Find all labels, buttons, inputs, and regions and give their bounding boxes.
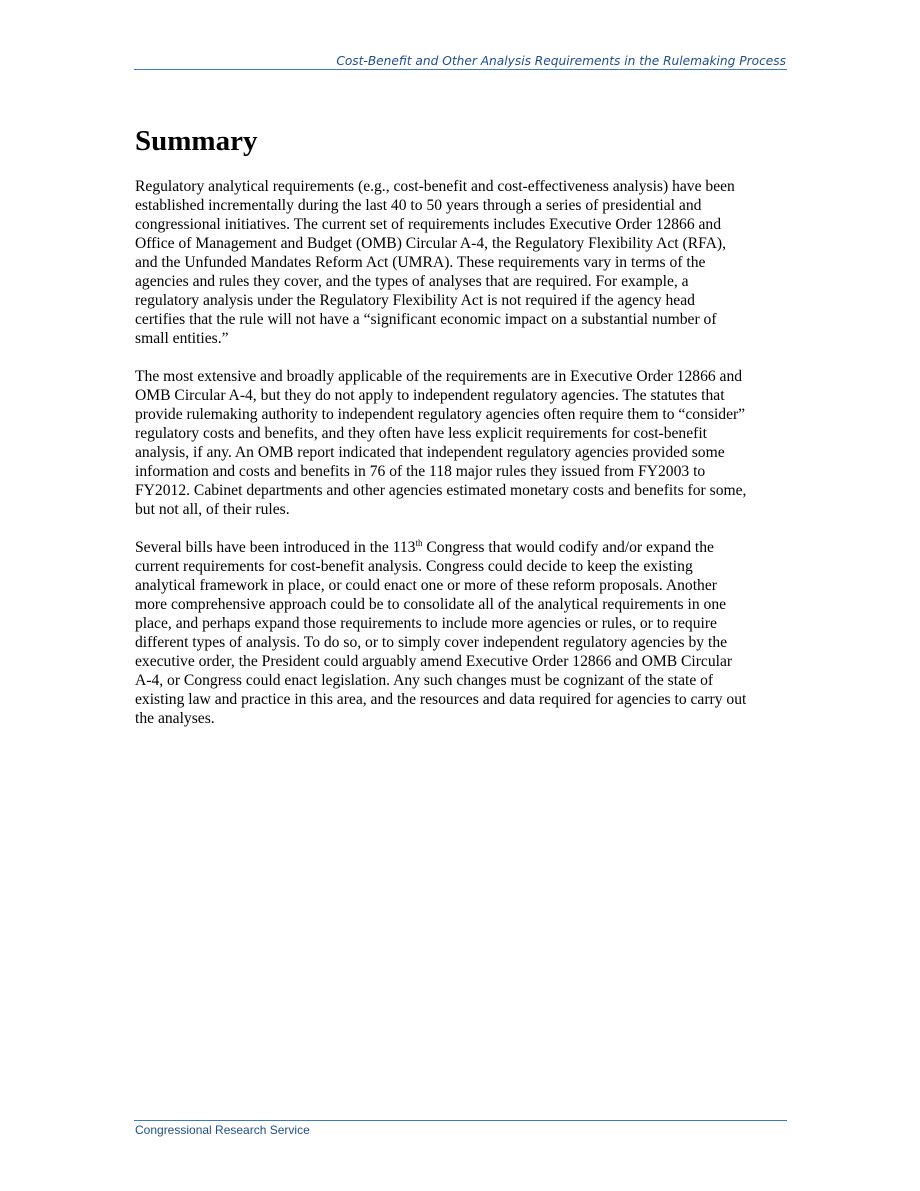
paragraph [135,538,787,728]
text-line: executive order, the President could arguably amend Executive Order 12866 and OMB Circular [135,653,733,670]
text-line: FY2012. Cabinet departments and other agencies estimated monetary costs and benefits for some, [135,482,747,499]
summary-body [135,177,787,747]
paragraph [135,177,787,348]
text-line: more comprehensive approach could be to consolidate all of the analytical requirements in one [135,596,727,613]
running-header: Cost-Benefit and Other Analysis Requirements in the Rulemaking Process [336,54,786,68]
text-line: existing law and practice in this area, and the resources and data required for agencies to carry out [135,691,747,708]
text-line: regulatory analysis under the Regulatory Flexibility Act is not required if the agency head [135,292,695,309]
text-line: small entities.” [135,330,229,347]
text-line: The most extensive and broadly applicable of the requirements are in Executive Order 12866 and [135,368,743,385]
text-line: certifies that the rule will not have a “significant economic impact on a substantial number of [135,311,717,328]
header-divider [134,69,787,70]
text-line: regulatory costs and benefits, and they often have less explicit requirements for cost-benefit [135,425,708,442]
text-line: agencies and rules they cover, and the types of analyses that are required. For example, a [135,273,689,290]
text-line: provide rulemaking authority to independent regulatory agencies often require them to “consider” [135,406,746,423]
ordinal-superscript: th [415,538,423,548]
text-line: analysis, if any. An OMB report indicated that independent regulatory agencies provided some [135,444,725,461]
text-line: but not all, of their rules. [135,501,290,518]
text-line: Office of Management and Budget (OMB) Circular A-4, the Regulatory Flexibility Act (RFA), [135,235,727,252]
text-line: OMB Circular A-4, but they do not apply to independent regulatory agencies. The statutes that [135,387,725,404]
text-line: the analyses. [135,710,215,727]
text-line: Regulatory analytical requirements (e.g., cost-benefit and cost-effectiveness analysis) have been [135,178,735,195]
text-line [135,538,787,557]
footer-divider [134,1120,787,1121]
text-line: established incrementally during the last 40 to 50 years through a series of presidential and [135,197,702,214]
text-line: A-4, or Congress could enact legislation. Any such changes must be cognizant of the state of [135,672,714,689]
text-line: place, and perhaps expand those requirements to include more agencies or rules, or to require [135,615,717,632]
footer-publisher: Congressional Research Service [135,1123,310,1137]
paragraph [135,367,787,519]
text-line: and the Unfunded Mandates Reform Act (UMRA). These requirements vary in terms of the [135,254,706,271]
text-fragment: Several bills have been introduced in the 113 [135,539,416,556]
text-fragment: Congress that would codify and/or expand the [422,539,714,556]
text-line: current requirements for cost-benefit analysis. Congress could decide to keep the existing [135,558,693,575]
text-line: different types of analysis. To do so, or to simply cover independent regulatory agencies by the [135,634,728,651]
section-title: Summary [135,125,258,157]
text-line: analytical framework in place, or could enact one or more of these reform proposals. Another [135,577,717,594]
text-line: information and costs and benefits in 76 of the 118 major rules they issued from FY2003 to [135,463,706,480]
text-line: congressional initiatives. The current set of requirements includes Executive Order 12866 and [135,216,722,233]
